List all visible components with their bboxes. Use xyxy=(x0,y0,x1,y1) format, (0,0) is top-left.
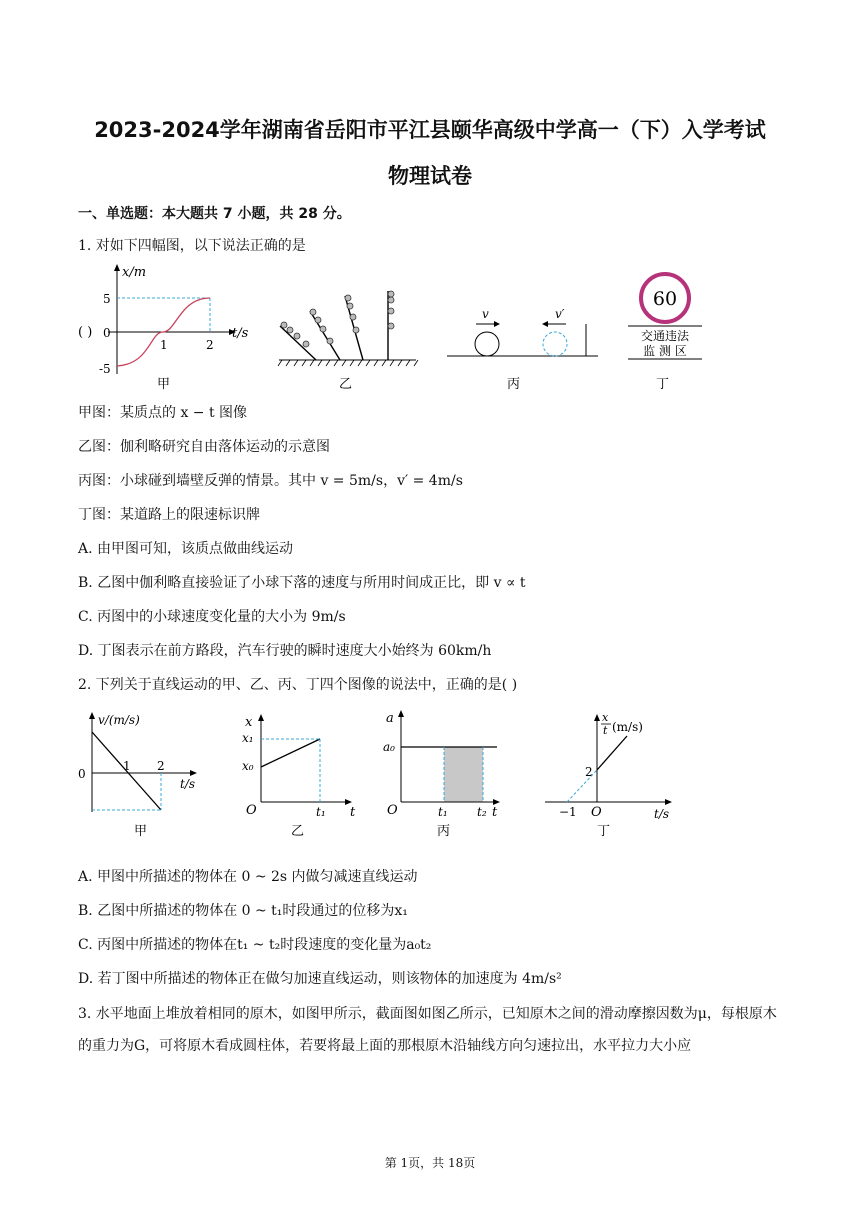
q2-fig-bing xyxy=(383,710,500,839)
svg-text:a₀: a₀ xyxy=(383,740,395,754)
q1-option-d: D. 丁图表示在前方路段，汽车行驶的瞬时速度大小始终为 60km/h xyxy=(78,643,492,659)
q1-fig-label-bing: 丙 xyxy=(507,377,521,392)
q1-fig-label-yi: 乙 xyxy=(339,377,353,392)
svg-text:−1: −1 xyxy=(559,805,577,819)
q1-stem: 1. 对如下四幅图，以下说法正确的是 xyxy=(78,238,306,254)
svg-text:0: 0 xyxy=(103,326,111,340)
q1-fig-jia xyxy=(99,264,249,392)
svg-text:t: t xyxy=(492,805,498,820)
q1-fig-yi xyxy=(278,291,418,392)
svg-text:t: t xyxy=(350,805,356,820)
q3-text: 3. 水平地面上堆放着相同的原木，如图甲所示，截面图如图乙所示，已知原木之间的滑动摩擦因数为μ，每根原木的重力为G，可将原木看成圆柱体，若要将最上面的那根原木沿轴线方向匀速拉出，水平拉力大小应 xyxy=(78,1006,777,1054)
svg-text:O: O xyxy=(591,805,602,820)
svg-text:O: O xyxy=(387,803,398,818)
svg-text:x/m: x/m xyxy=(122,265,147,280)
q1-desc: 丁图：某道路上的限速标识牌 xyxy=(78,507,260,523)
q2-fig-label-yi: 乙 xyxy=(291,824,305,839)
svg-text:t/s: t/s xyxy=(232,326,249,341)
q2-figures xyxy=(0,704,860,844)
doc-title-line2: 物理试卷 xyxy=(388,164,472,188)
q2-option-d: D. 若丁图中所描述的物体正在做匀加速直线运动，则该物体的加速度为 4m/s² xyxy=(78,971,562,987)
q2-fig-label-bing: 丙 xyxy=(437,824,451,839)
doc-title-line1: 2023-2024学年湖南省岳阳市平江县颐华高级中学高一（下）入学考试 xyxy=(94,118,766,142)
svg-text:t₁: t₁ xyxy=(438,805,448,819)
page-footer: 第 1页，共 18页 xyxy=(384,1156,476,1170)
svg-text:t: t xyxy=(603,724,608,737)
svg-text:v′: v′ xyxy=(555,307,565,321)
svg-text:x₁: x₁ xyxy=(242,731,254,745)
q2-option-b: B. 乙图中所描述的物体在 0 ~ t₁时段通过的位移为x₁ xyxy=(78,903,408,919)
q2-option-c: C. 丙图中所描述的物体在t₁ ~ t₂时段速度的变化量为a₀t₂ xyxy=(78,937,432,953)
q2-option-a: A. 甲图中所描述的物体在 0 ~ 2s 内做匀减速直线运动 xyxy=(78,869,418,885)
svg-text:t/s: t/s xyxy=(654,807,670,821)
q1-desc: 乙图：伽利略研究自由落体运动的示意图 xyxy=(78,439,330,455)
section-heading: 一、单选题：本大题共 7 小题，共 28 分。 xyxy=(78,206,351,222)
svg-text:60: 60 xyxy=(652,288,678,310)
svg-text:t₁: t₁ xyxy=(316,805,326,819)
svg-text:1: 1 xyxy=(123,759,131,773)
q2-fig-jia xyxy=(78,712,197,839)
svg-text:x₀: x₀ xyxy=(242,759,254,773)
q1-desc: 丙图：小球碰到墙壁反弹的情景。其中 v = 5m/s，v′ = 4m/s xyxy=(78,473,463,489)
svg-text:x: x xyxy=(245,715,253,730)
svg-text:O: O xyxy=(246,803,257,818)
svg-text:2: 2 xyxy=(157,759,165,773)
q1-option-a: A. 由甲图可知，该质点做曲线运动 xyxy=(78,541,294,557)
q2-fig-label-jia: 甲 xyxy=(134,824,148,839)
svg-text:t₂: t₂ xyxy=(477,805,487,819)
q1-desc: 甲图：某质点的 x − t 图像 xyxy=(78,405,248,421)
svg-text:(m/s): (m/s) xyxy=(612,720,643,734)
svg-text:0: 0 xyxy=(78,767,86,781)
q1-fig-ding xyxy=(628,274,702,392)
svg-text:1: 1 xyxy=(160,338,168,352)
q2-fig-yi xyxy=(242,714,356,839)
q1-body xyxy=(78,398,784,700)
svg-text:2: 2 xyxy=(585,765,593,779)
q1-paren: ( ) xyxy=(78,325,93,340)
svg-text:5: 5 xyxy=(103,292,111,306)
svg-text:监 测 区: 监 测 区 xyxy=(643,344,687,358)
svg-text:-5: -5 xyxy=(99,362,111,376)
svg-text:a: a xyxy=(386,711,394,726)
svg-text:t/s: t/s xyxy=(180,777,196,791)
q2-body xyxy=(78,862,784,1062)
svg-text:x: x xyxy=(602,711,609,724)
q1-option-c: C. 丙图中的小球速度变化量的大小为 9m/s xyxy=(78,609,346,625)
q1-fig-label-jia: 甲 xyxy=(157,377,171,392)
svg-text:v/(m/s): v/(m/s) xyxy=(98,713,140,727)
svg-text:交通违法: 交通违法 xyxy=(640,329,690,343)
q1-fig-label-ding: 丁 xyxy=(656,377,670,392)
q2-fig-label-ding: 丁 xyxy=(597,824,611,839)
q1-option-b: B. 乙图中伽利略直接验证了小球下落的速度与所用时间成正比，即 v ∝ t xyxy=(78,575,526,591)
q1-figures xyxy=(0,256,860,396)
q2-fig-ding xyxy=(545,711,672,839)
svg-text:v: v xyxy=(482,307,489,321)
svg-text:2: 2 xyxy=(206,338,214,352)
q1-fig-bing xyxy=(447,307,598,392)
q2-stem: 2. 下列关于直线运动的甲、乙、丙、丁四个图像的说法中，正确的是( ) xyxy=(78,677,518,693)
